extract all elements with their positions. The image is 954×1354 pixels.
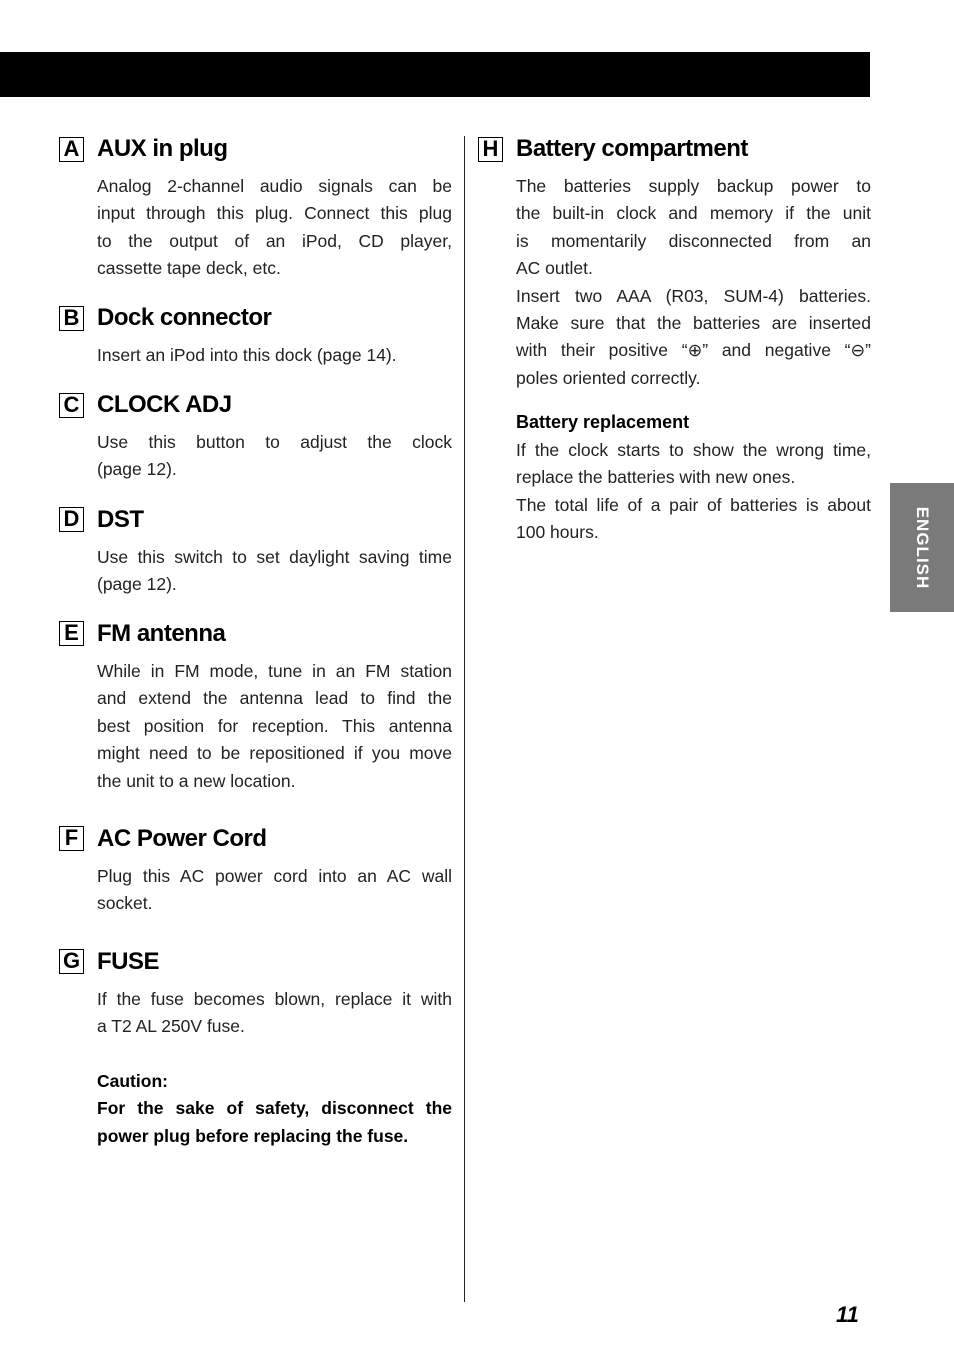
caution-label: Caution: bbox=[97, 1071, 168, 1091]
text-line: The total life of a pair of batteries is about bbox=[516, 494, 871, 515]
text-line: is momentarily disconnected from an bbox=[516, 230, 871, 251]
section-letter-a: A bbox=[59, 137, 84, 162]
section-title-aux-in-plug: AUX in plug bbox=[97, 135, 228, 162]
section-title-fm-antenna: FM antenna bbox=[97, 620, 226, 647]
text-line: replace the batteries with new ones. bbox=[516, 467, 796, 488]
section-letter-c: C bbox=[59, 393, 84, 418]
section-body-fuse bbox=[97, 986, 452, 1041]
text-line: If the clock starts to show the wrong time, bbox=[516, 440, 871, 460]
section-title-battery-compartment: Battery compartment bbox=[516, 135, 748, 162]
caution-line: For the sake of safety, disconnect the bbox=[97, 1098, 452, 1119]
section-letter-f: F bbox=[59, 826, 84, 851]
text-line: Use this button to adjust the clock bbox=[97, 432, 452, 452]
text-line: poles oriented correctly. bbox=[516, 367, 701, 388]
text-line: best position for reception. This antenna bbox=[97, 715, 452, 736]
section-title-clock-adj: CLOCK ADJ bbox=[97, 391, 232, 418]
text-line: Make sure that the batteries are inserted bbox=[516, 313, 871, 334]
text-line: might need to be repositioned if you move bbox=[97, 743, 452, 764]
text-line: socket. bbox=[97, 893, 153, 914]
section-body-aux-in-plug bbox=[97, 173, 452, 283]
section-letter-e: E bbox=[59, 621, 84, 646]
section-body-ac-power-cord bbox=[97, 863, 452, 918]
sub-title-battery-replacement: Battery replacement bbox=[516, 412, 690, 432]
text-line: (page 12). bbox=[97, 574, 177, 595]
section-body-dst bbox=[97, 544, 452, 599]
header-bar bbox=[0, 52, 870, 97]
section-title-dst: DST bbox=[97, 506, 144, 533]
language-tab-label: ENGLISH bbox=[913, 506, 932, 589]
text-line: to the output of an iPod, CD player, bbox=[97, 230, 452, 251]
text-line: (page 12). bbox=[97, 459, 177, 480]
text-line: with their positive “⊕” and negative “⊖” bbox=[516, 340, 871, 361]
section-letter-h: H bbox=[478, 137, 503, 162]
text-line: If the fuse becomes blown, replace it with bbox=[97, 989, 452, 1009]
section-title-dock-connector: Dock connector bbox=[97, 304, 272, 331]
text-line: The batteries supply backup power to bbox=[516, 176, 871, 196]
caution-note bbox=[97, 1068, 452, 1150]
text-line: the unit to a new location. bbox=[97, 770, 296, 791]
section-body-battery-replacement bbox=[516, 437, 871, 547]
text-line: cassette tape deck, etc. bbox=[97, 258, 281, 279]
text-line: input through this plug. Connect this plug bbox=[97, 203, 452, 224]
text-line: AC outlet. bbox=[516, 258, 593, 279]
text-line: Insert two AAA (R03, SUM-4) batteries. bbox=[516, 285, 871, 306]
section-letter-d: D bbox=[59, 507, 84, 532]
section-letter-g: G bbox=[59, 949, 84, 974]
section-body-fm-antenna bbox=[97, 658, 452, 795]
section-body-dock-connector bbox=[97, 342, 452, 369]
section-title-fuse: FUSE bbox=[97, 948, 160, 975]
page-number: 11 bbox=[836, 1302, 859, 1327]
language-tab bbox=[890, 483, 954, 612]
text-line: Plug this AC power cord into an AC wall bbox=[97, 866, 452, 886]
text-line: Use this switch to set daylight saving time bbox=[97, 547, 452, 567]
caution-line: power plug before replacing the fuse. bbox=[97, 1125, 409, 1146]
text-line: a T2 AL 250V fuse. bbox=[97, 1016, 245, 1037]
text-line: the built-in clock and memory if the unit bbox=[516, 203, 871, 224]
section-letter-b: B bbox=[59, 306, 84, 331]
text-line: 100 hours. bbox=[516, 522, 599, 543]
column-divider bbox=[464, 136, 465, 1302]
text-line: and extend the antenna lead to find the bbox=[97, 688, 452, 709]
section-title-ac-power-cord: AC Power Cord bbox=[97, 825, 267, 852]
text-line: Analog 2-channel audio signals can be bbox=[97, 176, 452, 196]
section-body-clock-adj bbox=[97, 429, 452, 484]
text-line: Insert an iPod into this dock (page 14). bbox=[97, 345, 397, 365]
section-body-battery-compartment bbox=[516, 173, 871, 392]
text-line: While in FM mode, tune in an FM station bbox=[97, 661, 452, 681]
